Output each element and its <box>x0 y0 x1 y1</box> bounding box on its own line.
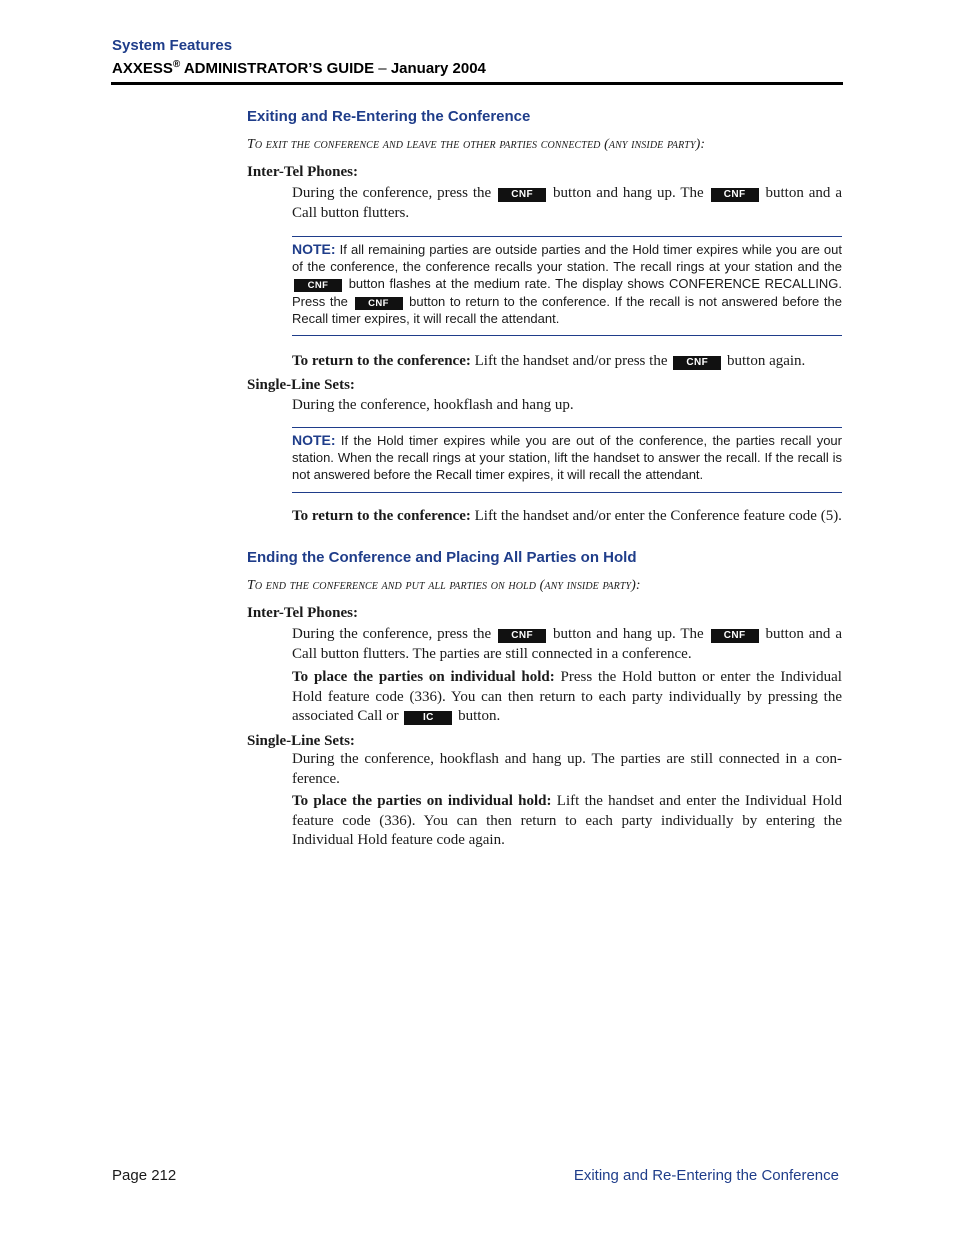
text-fragment: button and hang up. The <box>553 626 704 642</box>
guide-date: January 2004 <box>390 60 486 77</box>
cnf-key-icon: CNF <box>498 629 546 643</box>
registered-mark: ® <box>172 59 181 70</box>
header-guide-title <box>112 59 486 77</box>
note-text: If the Hold timer expires while you are out of the conference, the parties recall your station. When the recall rings at your station, lift the handset to answer the recall. If the recall is not answered before the Recall timer expires, it will recall the attendant. <box>292 433 842 483</box>
single-line-label-1: Single-Line Sets: <box>247 377 355 393</box>
text-fragment: Lift the handset and enter the Individual Hold feature code (336). You can then return to each party individually by entering the Individual Hold feature code again. <box>292 793 842 848</box>
individual-hold-inter-tel <box>292 668 842 727</box>
note-text: button flashes at the medium rate. The display shows CONFERENCE RECALLING. Press the <box>292 276 842 309</box>
text-fragment: Lift the handset and/or press the <box>470 353 668 369</box>
text-fragment: During the conference, press the <box>292 626 492 642</box>
text-label: To return to the conference: <box>292 508 471 524</box>
inter-tel-text-2 <box>292 625 842 664</box>
cnf-key-icon: CNF <box>294 279 342 292</box>
guide-separator: – <box>374 60 391 77</box>
text-fragment: button and a Call button flutters. The parties are still connected in a conference. <box>292 626 843 662</box>
procedure-end: To end the conference and put all parties on hold (any inside party): <box>247 578 641 593</box>
cnf-key-icon: CNF <box>673 356 721 370</box>
procedure-exit: To exit the conference and leave the other parties connected (any inside party): <box>247 137 706 152</box>
footer-section-title: Exiting and Re-Entering the Conference <box>573 1167 839 1184</box>
header-section-title: System Features <box>112 37 233 54</box>
single-line-text-1: During the conference, hookflash and hang up. <box>292 397 574 413</box>
cnf-key-icon: CNF <box>711 188 759 202</box>
note-box-2 <box>292 427 842 493</box>
inter-tel-text-1 <box>292 184 842 223</box>
footer-page-number: Page 212 <box>112 1167 177 1184</box>
note-label: NOTE: <box>292 241 336 257</box>
cnf-key-icon: CNF <box>355 297 403 310</box>
guide-name: ADMINISTRATOR’S GUIDE <box>180 60 375 77</box>
text-label: To place the parties on individual hold: <box>292 669 555 685</box>
text-fragment: button and a Call button flutters. <box>292 185 843 221</box>
text-fragment: button. <box>458 708 501 724</box>
section-heading-ending: Ending the Conference and Placing All Parties on Hold <box>247 549 637 566</box>
inter-tel-label-2: Inter-Tel Phones: <box>247 605 358 621</box>
note-box-1 <box>292 236 842 336</box>
individual-hold-single-line <box>292 792 842 851</box>
text-fragment: Press the Hold button or enter the Individual Hold feature code (336). You can then return to each party individually by pressing the associated Call or <box>292 669 842 724</box>
cnf-key-icon: CNF <box>498 188 546 202</box>
single-line-label-2: Single-Line Sets: <box>247 733 355 749</box>
text-fragment: During the conference, press the <box>292 185 492 201</box>
ic-key-icon: IC <box>404 711 452 725</box>
text-label: To place the parties on individual hold: <box>292 793 552 809</box>
text-fragment: Lift the handset and/or enter the Conference feature code (5). <box>470 508 842 524</box>
cnf-key-icon: CNF <box>711 629 759 643</box>
single-line-text-2: During the conference, hookflash and hang up. The parties are still connected in a conference. <box>292 751 842 787</box>
section-heading-exiting: Exiting and Re-Entering the Conference <box>247 108 531 125</box>
note-text: button to return to the conference. If the recall is not answered before the Recall timer expires, it will recall the attendant. <box>292 293 842 326</box>
text-fragment: button again. <box>726 353 806 369</box>
header-rule <box>111 82 843 85</box>
text-label: To return to the conference: <box>292 353 471 369</box>
text-fragment: button and hang up. The <box>553 185 704 201</box>
guide-brand: AXXESS <box>112 60 173 77</box>
note-label: NOTE: <box>292 432 336 448</box>
return-to-conference-1 <box>292 352 842 372</box>
note-text: If all remaining parties are outside parties and the Hold timer expires while you are out of the conference, the conference recalls your station. The recall rings at your station and the <box>292 242 842 275</box>
inter-tel-label-1: Inter-Tel Phones: <box>247 164 358 180</box>
return-to-conference-2 <box>292 507 842 527</box>
